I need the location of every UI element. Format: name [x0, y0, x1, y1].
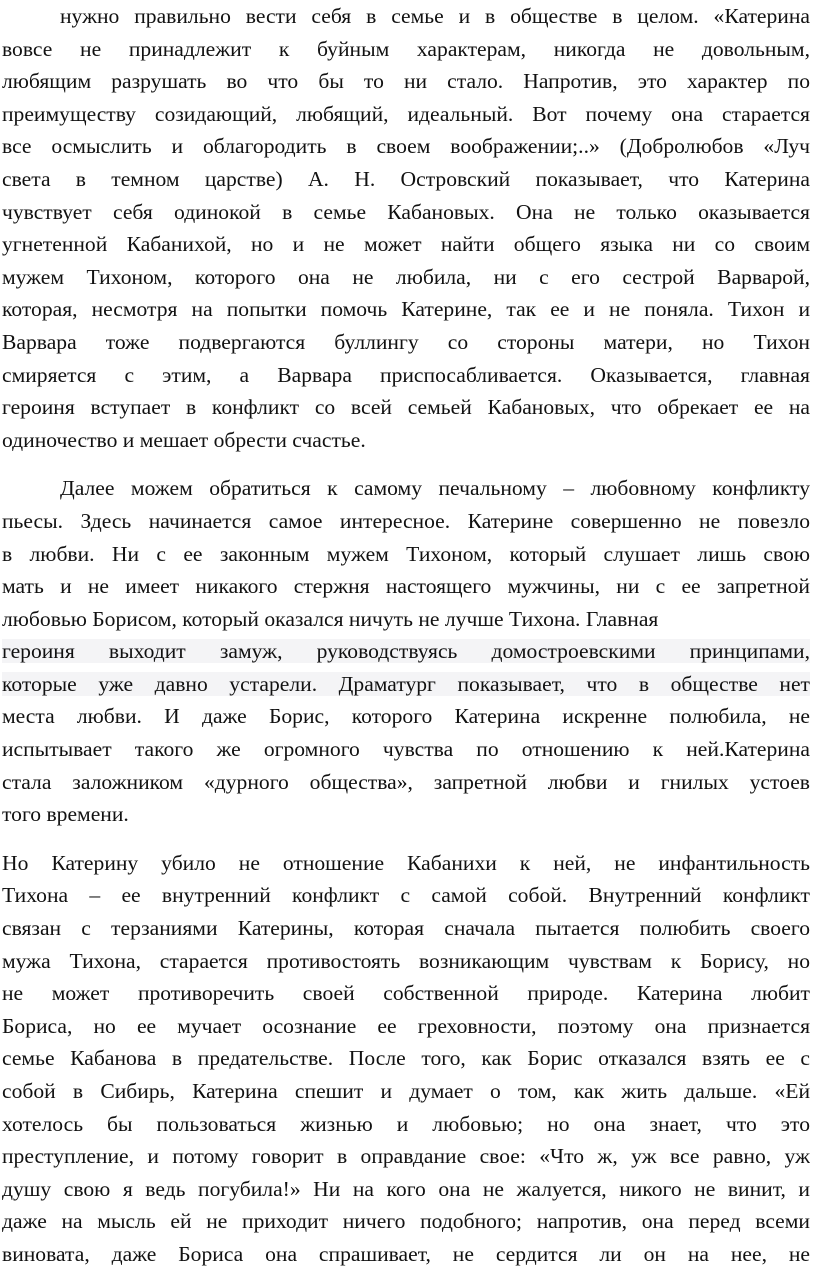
text-line: мать и не имеет никакого стержня настоящего мужчины, ни с ее запретной [2, 574, 810, 599]
text-line: вовсе не принадлежит к буйным характерам, никогда не довольным, [2, 36, 810, 61]
text-line: которая, несмотря на попытки помочь Катерине, так ее и не поняла. Тихон и [2, 297, 810, 322]
paragraph-1 [2, 0, 810, 456]
text-line: преимуществу созидающий, любящий, идеальный. Вот почему она старается [2, 101, 810, 126]
text-line: Варвара тоже подвергаются буллингу со стороны матери, но Тихон [2, 329, 810, 354]
text-line: того времени. [2, 802, 129, 827]
paragraph-3 [2, 847, 810, 1271]
text-line: связан с терзаниями Катерины, которая сначала пытается полюбить своего [2, 916, 810, 941]
text-line: света в темном царстве) А. Н. Островский показывает, что Катерина [2, 166, 810, 191]
text-line-highlighted [2, 668, 810, 701]
text-line: преступление, и потому говорит в оправдание свое: «Что ж, уж все равно, уж [2, 1144, 810, 1169]
text-line: героиня вступает в конфликт со всей семьей Кабановых, что обрекает ее на [2, 395, 810, 420]
highlighted-text: героиня выходит замуж, руководствуясь домостроевскими принципами, [2, 639, 810, 664]
text-line: смиряется с этим, а Варвара приспосабливается. Оказывается, главная [2, 362, 810, 387]
text-line: Тихона – ее внутренний конфликт с самой собой. Внутренний конфликт [2, 883, 810, 908]
text-line: все осмыслить и облагородить в своем воображении;..» (Добролюбов «Луч [2, 134, 810, 159]
paragraph-2 [2, 472, 810, 831]
text-line: Но Катерину убило не отношение Кабанихи к ней, не инфантильность [2, 850, 810, 875]
text-line: нужно правильно вести себя в семье и в обществе в целом. «Катерина [60, 4, 810, 28]
text-line: не может противоречить своей собственной природе. Катерина любит [2, 981, 810, 1006]
text-line: даже на мысль ей не приходит ничего подобного; напротив, она перед всеми [2, 1209, 810, 1234]
highlighted-text: которые уже давно устарели. Драматург показывает, что в обществе нет [2, 671, 810, 696]
text-line-highlighted [2, 635, 810, 668]
text-line: места любви. И даже Борис, которого Катерина искренне полюбила, не [2, 704, 810, 729]
text-line: испытывает такого же огромного чувства по отношению к ней.Катерина [2, 737, 810, 762]
text-line: хотелось бы пользоваться жизнью и любовью; но она знает, что это [2, 1111, 810, 1136]
text-line: стала заложником «дурного общества», запретной любви и гнилых устоев [2, 769, 810, 794]
text-line: в любви. Ни с ее законным мужем Тихоном, который слушает лишь свою [2, 541, 810, 566]
text-line: любовью Борисом, который оказался ничуть не лучше Тихона. Главная [2, 606, 659, 631]
text-line: душу свою я ведь погубила!» Ни на кого она не жалуется, никого не винит, и [2, 1176, 810, 1201]
text-line: виновата, даже Бориса она спрашивает, не сердится ли он на нее, не [2, 1241, 810, 1266]
text-line: семье Кабанова в предательстве. После того, как Борис отказался взять ее с [2, 1046, 810, 1071]
text-line: собой в Сибирь, Катерина спешит и думает о том, как жить дальше. «Ей [2, 1079, 810, 1103]
text-line: мужем Тихоном, которого она не любила, ни с его сестрой Варварой, [2, 264, 810, 289]
text-line: угнетенной Кабанихой, но и не может найти общего языка ни со своим [2, 232, 810, 257]
text-line: любящим разрушать во что бы то ни стало. Напротив, это характер по [2, 69, 810, 94]
text-line: Далее можем обратиться к самому печальному – любовному конфликту [60, 476, 810, 501]
paragraph-gap [2, 831, 810, 847]
text-line: чувствует себя одинокой в семье Кабановых. Она не только оказывается [2, 199, 810, 224]
text-line: мужа Тихона, старается противостоять возникающим чувствам к Борису, но [2, 948, 810, 973]
paragraph-gap [2, 456, 810, 472]
text-line: одиночество и мешает обрести счастье. [2, 427, 366, 452]
text-line: пьесы. Здесь начинается самое интересное. Катерине совершенно не повезло [2, 508, 810, 533]
text-line: Бориса, но ее мучает осознание ее греховности, поэтому она признается [2, 1013, 810, 1038]
